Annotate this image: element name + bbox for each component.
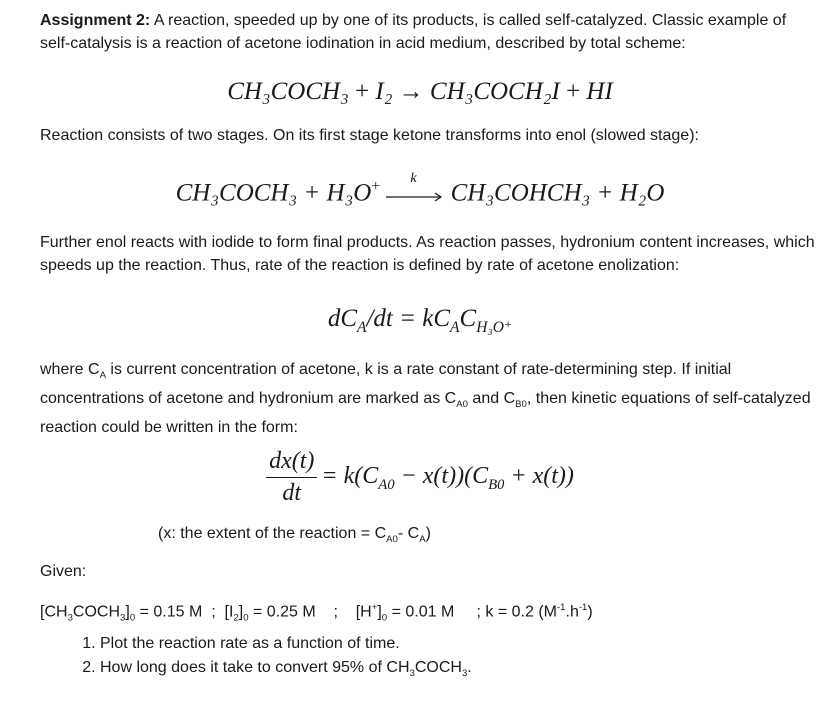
- where-paragraph: [40, 358, 815, 439]
- given-a6: = 0.25 M ; [H: [248, 603, 372, 621]
- eq1-product: CH₃COCH₂I: [429, 78, 560, 105]
- eq3-mid: /dt = kC: [366, 305, 451, 332]
- given-label: Given:: [40, 563, 87, 580]
- intro-text: A reaction, speeded up by one of its products, is called self-catalyzed. Classic example of self-catalysis is a reaction of acetone iodination in acid medium, described by total scheme:: [40, 12, 787, 52]
- eq3-lhs: dC: [327, 305, 358, 332]
- equation-kinetic: [0, 448, 840, 507]
- eq1-plus: +: [566, 78, 581, 105]
- given-a2: COCH: [72, 603, 121, 621]
- given-a7s: 0: [381, 612, 388, 624]
- task-2-mid: COCH: [414, 659, 462, 676]
- where-b-sub: A0: [456, 399, 468, 411]
- list-item: [100, 656, 472, 686]
- eq3-c: C: [459, 305, 477, 332]
- eq4-sub1: A: [378, 476, 388, 493]
- equation-rate: [0, 305, 840, 337]
- where-a: where C: [40, 361, 100, 378]
- equation-enolization: [0, 170, 840, 207]
- eq2-charge: +: [371, 178, 381, 195]
- task-list: [60, 632, 472, 686]
- eq1-arrow: →: [398, 78, 424, 105]
- given-a5: ]: [238, 603, 244, 621]
- given-a8: = 0.01 M ; k = 0.2 (M: [387, 603, 557, 621]
- eq4-rhs1: = k(C: [321, 463, 379, 490]
- eq1-acetone: CH₃COCH₃: [227, 78, 349, 105]
- given-values: [40, 596, 815, 630]
- intro-paragraph: [40, 9, 815, 55]
- equation-overall: [0, 78, 840, 106]
- extent-b: - C: [397, 525, 420, 542]
- eq4-rhs2: − x(t))(C: [394, 463, 489, 490]
- extent-b-sub: A: [419, 534, 426, 546]
- task-2-end: .: [467, 659, 472, 676]
- eq4-sub1b: 0: [387, 476, 395, 493]
- given-a1s: 3: [67, 612, 73, 624]
- fraction: [266, 448, 317, 507]
- extent-a: (x: the extent of the reaction = C: [158, 525, 387, 542]
- stage-paragraph: Reaction consists of two stages. On its first stage ketone transforms into enol (slowed stage):: [40, 127, 699, 144]
- task-2-text: How long does it take to convert 95% of CH: [100, 659, 410, 676]
- rate-constant-label: k: [410, 170, 417, 186]
- extent-note: [158, 522, 758, 551]
- arrow-icon: [386, 187, 444, 207]
- eq4-sub2: B: [488, 476, 498, 493]
- fraction-denominator: dt: [282, 480, 302, 506]
- eq4-rhs3: + x(t)): [504, 463, 574, 490]
- where-b: is current concentration of acetone, k is a rate constant of rate-determining step. If initial concentrations of acetone and hydronium are marked as C: [40, 361, 732, 408]
- given-a7: ]: [377, 603, 382, 621]
- eq1-iodine: I₂: [375, 78, 393, 105]
- eq1-hi: HI: [586, 78, 613, 105]
- eq3-lhs-sub: A: [357, 319, 367, 336]
- extent-c: ): [425, 525, 431, 542]
- eq1-plus: +: [355, 78, 370, 105]
- list-item: [100, 632, 472, 656]
- given-a4s: 2: [233, 612, 239, 624]
- eq4-sub2b: 0: [497, 476, 505, 493]
- given-a2s: 3: [120, 612, 126, 624]
- assignment-label: Assignment 2:: [40, 12, 151, 29]
- enol-paragraph: Further enol reacts with iodide to form final products. As reaction passes, hydronium content increases, which speeds up the reaction. Thus, rate of the reaction is defined by rate of acetone enolization:: [40, 234, 815, 274]
- where-c-sub: B0: [515, 399, 527, 411]
- fraction-numerator: dx(t): [266, 448, 317, 478]
- given-a10: ): [587, 603, 593, 621]
- given-a9: .h: [565, 603, 579, 621]
- eq2-left: CH₃COCH₃ + H₃O: [175, 179, 372, 207]
- rate-arrow: [386, 170, 444, 205]
- given-a4: = 0.15 M ; [I: [135, 603, 234, 621]
- given-a9sup: -1: [578, 602, 588, 613]
- where-c: and C: [467, 390, 516, 408]
- given-a3s: 0: [129, 612, 136, 624]
- given-a1: [CH: [40, 603, 68, 621]
- where-a-sub: A: [99, 370, 106, 382]
- eq2-right: CH₃COHCH₃ + H₂O: [450, 179, 665, 207]
- task-2-sub2: 3: [461, 668, 468, 680]
- extent-a-sub: A0: [386, 534, 398, 546]
- task-1-text: Plot the reaction rate as a function of time.: [100, 635, 400, 652]
- eq3-mid-sub: A: [450, 319, 460, 336]
- task-2-sub1: 3: [409, 668, 415, 680]
- eq3-c-sub: H₃O⁺: [476, 319, 513, 336]
- given-a6sup: +: [371, 602, 378, 613]
- given-a8sup: -1: [556, 602, 566, 613]
- where-d: , then kinetic equations of self-catalyzed reaction could be written in the form:: [40, 390, 811, 437]
- given-a3: ]: [125, 603, 130, 621]
- given-a5s: 0: [243, 612, 249, 624]
